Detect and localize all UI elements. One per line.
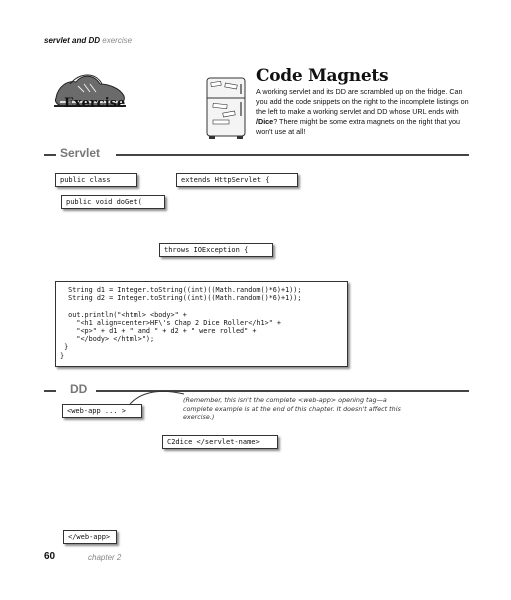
magnet-web-app-open[interactable]: <web-app ... > (62, 404, 142, 418)
instructions-url-suffix: /Dice (256, 117, 274, 126)
instructions-text-1: A working servlet and its DD are scrambled up on the fridge. Can you add the code snippets on the right to the incomplete listings on the left to make a working servlet and DD whose URL ends with (256, 87, 469, 116)
exercise-label: Exercise (64, 96, 126, 111)
code-magnets-instructions (256, 87, 471, 137)
dd-note: (Remember, this isn't the complete <web-app> opening tag—a complete example is at the end of this chapter. It doesn't affect this exercise.) (183, 396, 401, 422)
section-rule-servlet (116, 154, 469, 156)
fridge-icon (203, 76, 251, 140)
header-title: servlet and DD (44, 36, 101, 45)
page-number: 60 (44, 551, 56, 562)
section-rule-left-dd (44, 390, 56, 392)
running-header (44, 36, 132, 45)
chapter-label: chapter 2 (88, 553, 122, 562)
servlet-code-text: String d1 = Integer.toString((int)((Math.random()*6)+1)); String d2 = Integer.toString((int)((Math.random()*6)+1)); out.println("<html> <body>" + "<h1 align=center>HF\'s Chap 2 Dice Roller</h1>" + "<p>" + d1 + " and " + d2 + " were rolled" + "</body> </html>"); } } (60, 286, 302, 360)
magnet-extends-httpservlet[interactable]: extends HttpServlet { (176, 173, 298, 187)
magnet-web-app-close[interactable]: </web-app> (63, 530, 117, 544)
magnet-servlet-name[interactable]: C2dice </servlet-name> (162, 435, 278, 449)
servlet-code-listing (55, 281, 348, 367)
section-label-dd: DD (70, 382, 88, 396)
instructions-text-2: ? There might be some extra magnets on the right that you won't use at all! (256, 117, 461, 136)
section-label-servlet: Servlet (60, 146, 101, 160)
magnet-public-void-doget[interactable]: public void doGet( (61, 195, 165, 209)
code-magnets-title: Code Magnets (256, 66, 389, 86)
magnet-public-class[interactable]: public class (55, 173, 137, 187)
header-subtitle: exercise (102, 36, 133, 45)
section-rule-left (44, 154, 56, 156)
magnet-throws-ioexception[interactable]: throws IOException { (159, 243, 273, 257)
